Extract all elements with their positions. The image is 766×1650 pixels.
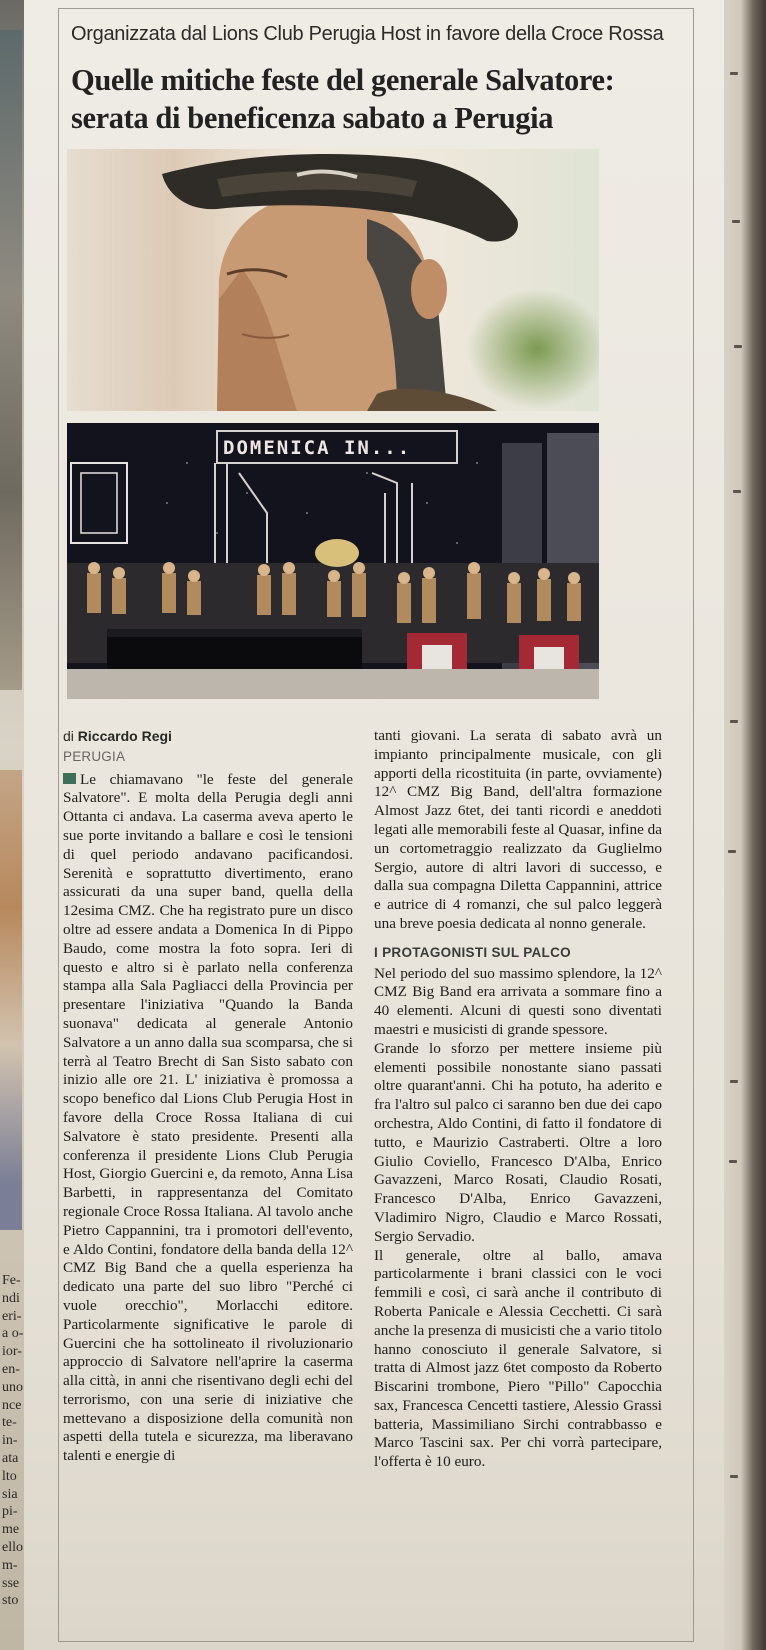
adjacent-fragment: m- — [2, 1557, 18, 1573]
adjacent-fragment: ndi — [2, 1290, 20, 1306]
adjacent-fragment: nce — [2, 1397, 22, 1413]
body-paragraph-3: Nel periodo del suo massimo splendore, la 12^ CMZ Big Band era arrivata a sommare fino a 40 elementi. Alcuni di questi sono diventati maestri e musicisti di grande spessore. — [374, 964, 662, 1038]
lead-marker-icon — [63, 773, 76, 784]
adjacent-fragment: ello — [2, 1539, 23, 1555]
stage-illustration — [67, 423, 599, 699]
body-left-text: Le chiamavano "le feste del generale Salvatore". E molta della Perugia degli anni Ottanta ci andava. La caserma aveva aperto le sue porte invitando a ballare e così le tensioni di quel periodo andavano pacificandosi. Serenità e soprattutto divertimento, erano assicurati da una super band, quella della 12esima CMZ. Che ha registrato pure un disco oltre ad essere andata a Domenica In di Pippo Baudo, come mostra la foto sopra. Ieri di questo e altro si è parlato nella conferenza stampa alla Sala Pagliacci della Provincia per presentare l'iniziativa "Quando la Banda suonava" dedicata al generale Antonio Salvatore a un anno dalla sua scomparsa, che si terrà al Teatro Brecht di San Sisto sabato con inizio alle ore 21. L' iniziativa è promossa a scopo benefico dal Lions Club Perugia Host in favore della Croce Rossa Italiana di cui Salvatore è stato presidente. Presenti alla conferenza il presidente Lions Club Perugia Host, Giorgio Guercini e, da remoto, Anna Lisa Barbetti, in rappresentanza del Comitato regionale Croce Rossa Italiana. Al tavolo anche Pietro Cappannini, tra i promotori dell'evento, e Aldo Contini, fondatore della banda della 12^ CMZ Big Band che a quella esperienza ha dedicato una parte del suo libro "Perché ci vuole orecchio", Morlacchi editore. Particolarmente significative le parole di Guercini che ha sottolineato il rivoluzionario approccio di Salvatore nell'aprire la caserma alla città, in anni che risentivano degli echi del terrorismo, con una serie di iniziative che mettevano a disposizione della comunità non aspetti della tutela e sicurezza, ma liberavano talenti e energie di — [63, 770, 353, 1465]
portrait-illustration — [67, 149, 599, 411]
body-paragraph-1 — [63, 771, 353, 1466]
section-subhead: I PROTAGONISTI SUL PALCO — [374, 944, 571, 960]
adjacent-fragment: uno — [2, 1379, 23, 1395]
headline: Quelle mitiche feste del generale Salvatore: serata di beneficenza sabato a Perugia — [71, 63, 615, 135]
adjacent-fragment: sto — [2, 1593, 19, 1609]
adjacent-photo-top — [0, 30, 22, 690]
adjacent-fragment: in- — [2, 1433, 18, 1449]
adjacent-column-fragments — [2, 1272, 24, 1610]
adjacent-fragment: ata — [2, 1450, 19, 1466]
adjacent-fragment: a o- — [2, 1326, 24, 1342]
body-paragraph-4: Grande lo sforzo per mettere insieme più elementi possibile nonostante siano passati oltre quarant'anni. Chi ha potuto, ha aderito e fra l'altro sul palco ci saranno ben due dei capo orchestra, Aldo Contini, di fatto il fondatore di tutto, e Maurizio Castraberti. Oltre a loro Giulio Coviello, Francesco D'Alba, Enrico Gavazzeni, Marco Rosati, Claudio Rosati, Francesco D'Alba, Enrico Gavazzeni, Vladimiro Nigro, Claudio e Marco Rossati, Sergio Servadio. — [374, 1039, 662, 1245]
table-background-edge — [724, 0, 766, 1650]
adjacent-fragment: sse — [2, 1575, 20, 1591]
kicker: Organizzata dal Lions Club Perugia Host in favore della Croce Rossa — [71, 23, 664, 45]
adjacent-fragment: pi- — [2, 1504, 18, 1520]
adjacent-photo-bottom — [0, 770, 22, 1230]
article-column-right — [374, 727, 662, 1472]
byline-prefix: di — [63, 728, 74, 744]
newspaper-page — [24, 0, 724, 1650]
body-paragraph-2: tanti giovani. La serata di sabato avrà un impianto principalmente musicale, con gli apporti della ricostituita (in parte, ovviamente) 12^ CMZ Big Band, dell'altra formazione Almost Jazz 6tet, dei tanti ricordi e aneddoti legati alle memorabili feste al Quasar, infine da un cortometraggio realizzato da Guglielmo Sergio, autore di altri lavori di successo, e dalla sua compagna Diletta Cappannini, attrice e autrice di 4 romanzi, che sul palco leggerà una breve poesia dedicata al nonno generale. — [374, 727, 662, 932]
adjacent-fragment: Fe- — [2, 1273, 21, 1288]
dateline: PERUGIA — [63, 748, 126, 764]
adjacent-fragment: sia — [2, 1486, 18, 1502]
article-box — [58, 8, 694, 1642]
article-column-left — [63, 727, 353, 1466]
stage-band-photo — [67, 423, 599, 699]
byline-author: Riccardo Regi — [77, 728, 172, 744]
adjacent-fragment: te- — [2, 1415, 17, 1431]
byline — [63, 727, 353, 746]
stage-sign-text: DOMENICA IN... — [223, 437, 412, 459]
adjacent-fragment: me — [2, 1522, 20, 1538]
general-portrait-photo — [67, 149, 599, 411]
body-paragraph-5: Il generale, oltre al ballo, amava particolarmente i brani classici con le voci femmili e così, ci sarà anche il contributo di Roberta Panicale e Alessia Cecchetti. Ci sarà anche la presenza di musicisti che a vario titolo hanno conosciuto il generale Salvatore, si tratta di Almost jazz 6tet composto da Roberto Biscarini trombone, Piero "Pillo" Capocchia sax, Francesca Cencetti tastiere, Alessio Grassi batteria, Massimiliano Sirchi contrabbasso e Marco Tascini sax. Per chi vorrà partecipare, l'offerta è 10 euro. — [374, 1246, 662, 1471]
adjacent-fragment: ior- — [2, 1344, 22, 1360]
adjacent-fragment: lto — [2, 1468, 17, 1484]
adjacent-fragment: en- — [2, 1361, 20, 1377]
adjacent-fragment: eri- — [2, 1308, 22, 1324]
